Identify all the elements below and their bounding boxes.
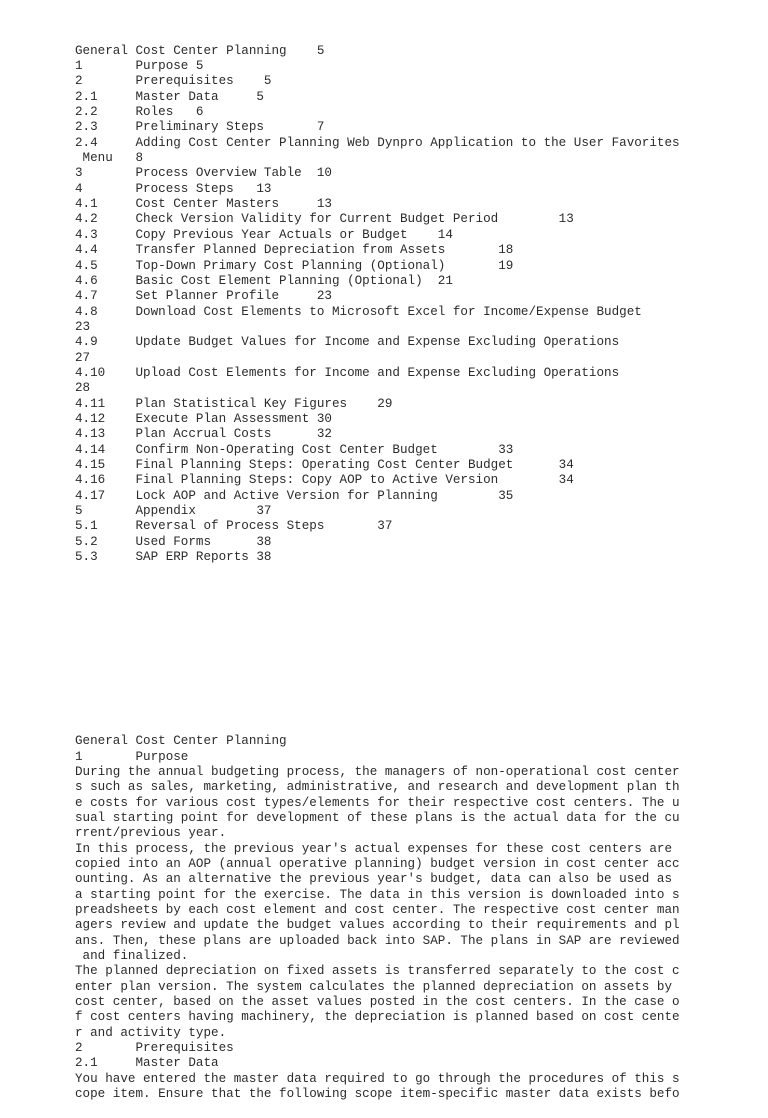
- toc-line: 1 Purpose 5: [75, 59, 204, 74]
- toc-line: 5.3 SAP ERP Reports 38: [75, 550, 272, 565]
- toc-line: 4.7 Set Planner Profile 23: [75, 289, 332, 304]
- body-text-line: sual starting point for development of these plans is the actual data for the cu: [75, 810, 680, 825]
- body-text-line: During the annual budgeting process, the managers of non-operational cost center: [75, 764, 680, 779]
- body-text-line: 2 Prerequisites: [75, 1041, 234, 1056]
- toc-line: 2 Prerequisites 5: [75, 74, 272, 89]
- body-text-line: preadsheets by each cost element and cost center. The respective cost center man: [75, 902, 680, 917]
- body-text-line: cost center, based on the asset values posted in the cost centers. In the case o: [75, 995, 680, 1009]
- toc-line: 3 Process Overview Table 10: [75, 166, 332, 181]
- body-text-line: agers review and update the budget values according to their requirements and pl: [75, 918, 680, 933]
- toc-line: 5.1 Reversal of Process Steps 37: [75, 519, 393, 534]
- body-text-line: 2.1 Master Data: [75, 1056, 219, 1071]
- toc-line: 4.15 Final Planning Steps: Operating Cost Center Budget 34: [75, 457, 574, 472]
- toc-line: 4.12 Execute Plan Assessment 30: [75, 411, 332, 426]
- toc-line: 4.14 Confirm Non-Operating Cost Center Budget 33: [75, 442, 514, 457]
- blank-line: [75, 642, 695, 657]
- body-text-line: r and activity type.: [75, 1025, 227, 1040]
- document-text: [75, 13, 695, 1118]
- toc-line: 4.4 Transfer Planned Depreciation from Assets 18: [75, 243, 514, 258]
- toc-line: Menu 8: [75, 151, 144, 166]
- body-text-line: a starting point for the exercise. The data in this version is downloaded into s: [75, 887, 680, 902]
- toc-line: General Cost Center Planning 5: [75, 43, 325, 58]
- toc-line: 5 Appendix 37: [75, 504, 272, 518]
- document-body: [75, 734, 695, 1102]
- toc-line: 27: [75, 350, 91, 365]
- toc-line: 4.16 Final Planning Steps: Copy AOP to Active Version 34: [75, 473, 574, 488]
- body-text-line: ounting. As an alternative the previous year's budget, data can also be used as: [75, 872, 673, 887]
- body-text-line: enter plan version. The system calculates the planned depreciation on assets by: [75, 979, 673, 994]
- toc-line: 2.1 Master Data 5: [75, 89, 264, 104]
- toc-line: 5.2 Used Forms 38: [75, 534, 272, 549]
- toc-line: 4.10 Upload Cost Elements for Income and Expense Excluding Operations: [75, 365, 620, 380]
- body-text-line: General Cost Center Planning: [75, 734, 287, 749]
- toc-line: 28: [75, 381, 91, 396]
- table-of-contents: [75, 44, 695, 566]
- body-text-line: copied into an AOP (annual operative planning) budget version in cost center acc: [75, 856, 680, 871]
- body-text-line: s such as sales, marketing, administrative, and research and development plan th: [75, 780, 680, 795]
- body-text-line: 1 Purpose: [75, 749, 189, 764]
- toc-line: 4.3 Copy Previous Year Actuals or Budget 14: [75, 227, 453, 242]
- toc-line: 4 Process Steps 13: [75, 181, 272, 196]
- body-text-line: f cost centers having machinery, the depreciation is planned based on cost cente: [75, 1010, 680, 1025]
- toc-line: 4.1 Cost Center Masters 13: [75, 197, 332, 212]
- toc-line: 4.2 Check Version Validity for Current Budget Period 13: [75, 212, 574, 227]
- blank-line: [75, 688, 695, 703]
- body-text-line: cope item. Ensure that the following scope item-specific master data exists befo: [75, 1087, 680, 1102]
- toc-line: 4.11 Plan Statistical Key Figures 29: [75, 396, 393, 411]
- body-text-line: e costs for various cost types/elements for their respective cost centers. The u: [75, 795, 680, 810]
- body-text-line: ans. Then, these plans are uploaded back into SAP. The plans in SAP are reviewed: [75, 933, 680, 948]
- toc-line: 2.2 Roles 6: [75, 105, 204, 120]
- body-text-line: The planned depreciation on fixed assets is transferred separately to the cost c: [75, 964, 680, 979]
- toc-line: 4.5 Top-Down Primary Cost Planning (Optional) 19: [75, 258, 514, 273]
- body-text-line: rrent/previous year.: [75, 826, 227, 841]
- toc-line: 4.8 Download Cost Elements to Microsoft Excel for Income/Expense Budget: [75, 304, 642, 319]
- toc-line: 4.6 Basic Cost Element Planning (Optional) 21: [75, 273, 453, 288]
- body-text-line: and finalized.: [75, 948, 189, 963]
- body-text-line: You have entered the master data required to go through the procedures of this s: [75, 1071, 680, 1086]
- toc-line: 2.3 Preliminary Steps 7: [75, 120, 325, 135]
- toc-line: 23: [75, 319, 91, 334]
- toc-line: 2.4 Adding Cost Center Planning Web Dynpro Application to the User Favorites: [75, 135, 680, 150]
- toc-line: 4.17 Lock AOP and Active Version for Planning 35: [75, 488, 514, 503]
- toc-line: 4.13 Plan Accrual Costs 32: [75, 427, 332, 442]
- toc-line: 4.9 Update Budget Values for Income and Expense Excluding Operations: [75, 335, 620, 350]
- blank-line: [75, 596, 695, 611]
- body-text-line: In this process, the previous year's actual expenses for these cost centers are: [75, 841, 673, 856]
